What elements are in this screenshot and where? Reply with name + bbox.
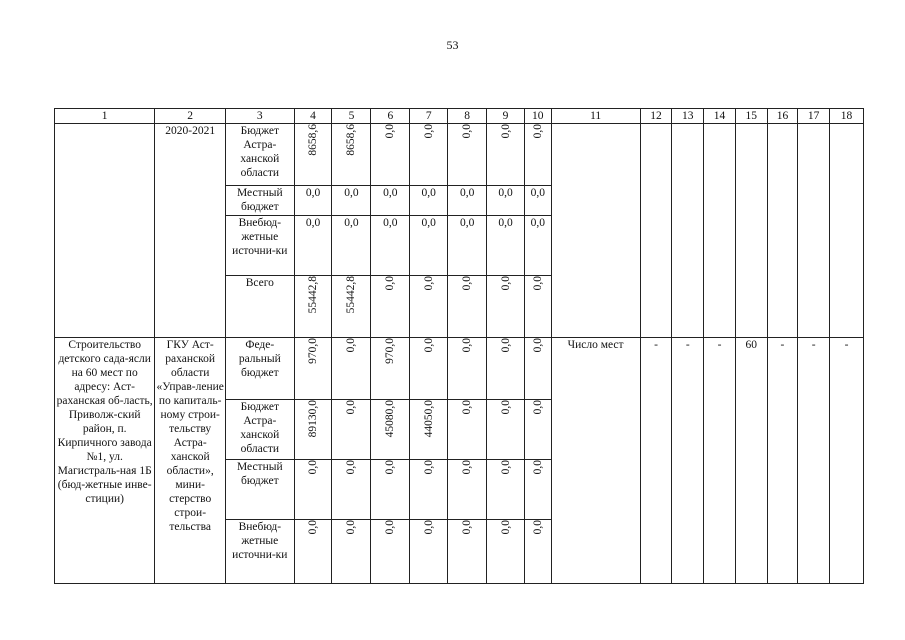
vertical-value: 0,0 [422, 460, 435, 475]
vertical-value: 0,0 [384, 124, 397, 139]
column-header: 6 [371, 109, 410, 124]
value-cell [371, 338, 410, 400]
indicator-value: - [830, 338, 864, 584]
vertical-value: 0,0 [531, 400, 544, 415]
value-cell: 0,0 [524, 216, 551, 276]
value-cell [524, 276, 551, 338]
value-cell [448, 520, 487, 584]
vertical-value: 0,0 [461, 124, 474, 139]
vertical-value: 0,0 [384, 460, 397, 475]
indicator-empty-cell [735, 124, 767, 338]
value-cell: 0,0 [410, 186, 448, 216]
vertical-value: 0,0 [345, 400, 358, 415]
object-cell-empty [55, 124, 155, 338]
value-cell [448, 400, 487, 460]
vertical-value: 0,0 [531, 520, 544, 535]
value-cell [410, 124, 448, 186]
column-header: 15 [735, 109, 767, 124]
indicator-name: Число мест [551, 338, 640, 584]
vertical-value: 55442,8 [307, 276, 320, 314]
funding-source: Бюджет Астра-ханской области [226, 124, 295, 186]
column-header: 18 [830, 109, 864, 124]
value-cell [410, 400, 448, 460]
value-cell [448, 124, 487, 186]
value-cell [524, 338, 551, 400]
column-header: 11 [551, 109, 640, 124]
page-number: 53 [446, 38, 459, 52]
vertical-value: 0,0 [345, 460, 358, 475]
funding-source: Местный бюджет [226, 460, 295, 520]
value-cell [487, 520, 525, 584]
vertical-value: 0,0 [499, 520, 512, 535]
indicator-empty-cell [830, 124, 864, 338]
column-header: 10 [524, 109, 551, 124]
vertical-value: 44050,0 [422, 400, 435, 438]
column-header: 4 [294, 109, 332, 124]
vertical-value: 0,0 [384, 520, 397, 535]
value-cell [524, 400, 551, 460]
value-cell [487, 400, 525, 460]
value-cell: 0,0 [294, 186, 332, 216]
vertical-value: 970,0 [384, 338, 397, 364]
vertical-value: 0,0 [531, 124, 544, 139]
value-cell: 0,0 [294, 216, 332, 276]
indicator-empty-cell [672, 124, 704, 338]
value-cell [332, 400, 371, 460]
value-cell: 0,0 [448, 186, 487, 216]
table-body [55, 109, 864, 584]
indicator-value: - [672, 338, 704, 584]
funding-source: Внебюд-жетные источни-ки [226, 520, 295, 584]
vertical-value: 0,0 [531, 276, 544, 291]
value-cell [294, 520, 332, 584]
column-header: 16 [767, 109, 798, 124]
value-cell [371, 400, 410, 460]
value-cell: 0,0 [487, 186, 525, 216]
indicator-value: - [640, 338, 672, 584]
indicator-empty-cell [640, 124, 672, 338]
vertical-value: 8658,6 [345, 124, 358, 156]
indicator-empty-cell [551, 124, 640, 338]
indicator-value: 60 [735, 338, 767, 584]
object-description: Строительство детского сада-ясли на 60 мест по адресу: Аст-раханская об-ласть, Приволж-ский район, п. Кирпичного завода №1, ул. Магистраль-ная 1Б (бюд-жетные инве-стиции) [55, 338, 155, 584]
value-cell [487, 276, 525, 338]
value-cell [332, 124, 371, 186]
column-header: 2 [155, 109, 226, 124]
vertical-value: 89130,0 [307, 400, 320, 438]
vertical-value: 8658,6 [307, 124, 320, 156]
funding-source: Внебюд-жетные источни-ки [226, 216, 295, 276]
value-cell [371, 276, 410, 338]
value-cell [448, 276, 487, 338]
indicator-value: - [767, 338, 798, 584]
column-header: 5 [332, 109, 371, 124]
vertical-value: 0,0 [499, 276, 512, 291]
vertical-value: 0,0 [499, 400, 512, 415]
column-header: 8 [448, 109, 487, 124]
value-cell [524, 460, 551, 520]
indicator-value: - [798, 338, 830, 584]
vertical-value: 0,0 [499, 460, 512, 475]
vertical-value: 55442,8 [345, 276, 358, 314]
funding-source: Всего [226, 276, 295, 338]
value-cell [487, 124, 525, 186]
funding-source: Феде-ральный бюджет [226, 338, 295, 400]
value-cell [410, 460, 448, 520]
vertical-value: 0,0 [307, 520, 320, 535]
vertical-value: 45080,0 [384, 400, 397, 438]
value-cell [371, 124, 410, 186]
vertical-value: 970,0 [307, 338, 320, 364]
vertical-value: 0,0 [422, 520, 435, 535]
budget-table [54, 108, 864, 584]
value-cell [332, 276, 371, 338]
value-cell: 0,0 [487, 216, 525, 276]
vertical-value: 0,0 [461, 520, 474, 535]
value-cell [332, 520, 371, 584]
table-row [55, 338, 864, 400]
column-header: 7 [410, 109, 448, 124]
column-header: 14 [704, 109, 736, 124]
vertical-value: 0,0 [461, 400, 474, 415]
value-cell [332, 338, 371, 400]
vertical-value: 0,0 [345, 338, 358, 353]
funding-source: Местный бюджет [226, 186, 295, 216]
value-cell: 0,0 [371, 186, 410, 216]
value-cell [410, 276, 448, 338]
value-cell: 0,0 [448, 216, 487, 276]
indicator-empty-cell [767, 124, 798, 338]
value-cell [294, 460, 332, 520]
value-cell [448, 338, 487, 400]
vertical-value: 0,0 [499, 338, 512, 353]
vertical-value: 0,0 [499, 124, 512, 139]
vertical-value: 0,0 [422, 276, 435, 291]
value-cell [524, 520, 551, 584]
value-cell: 0,0 [332, 216, 371, 276]
column-header: 12 [640, 109, 672, 124]
value-cell [294, 124, 332, 186]
vertical-value: 0,0 [531, 460, 544, 475]
vertical-value: 0,0 [384, 276, 397, 291]
funding-source: Бюджет Астра-ханской области [226, 400, 295, 460]
column-header: 3 [226, 109, 295, 124]
value-cell [294, 276, 332, 338]
value-cell [332, 460, 371, 520]
value-cell [371, 520, 410, 584]
indicator-empty-cell [704, 124, 736, 338]
value-cell [524, 124, 551, 186]
header-row [55, 109, 864, 124]
indicator-value: - [704, 338, 736, 584]
vertical-value: 0,0 [422, 338, 435, 353]
value-cell [448, 460, 487, 520]
value-cell: 0,0 [371, 216, 410, 276]
vertical-value: 0,0 [461, 338, 474, 353]
column-header: 9 [487, 109, 525, 124]
value-cell [487, 460, 525, 520]
vertical-value: 0,0 [307, 460, 320, 475]
value-cell: 0,0 [524, 186, 551, 216]
indicator-empty-cell [798, 124, 830, 338]
executor-cell: ГКУ Аст-раханской области «Управ-ление по капиталь-ному строи-тельству Астра-ханской области», мини-стерство строи-тельства [155, 338, 226, 584]
vertical-value: 0,0 [461, 460, 474, 475]
vertical-value: 0,0 [461, 276, 474, 291]
period-cell: 2020-2021 [155, 124, 226, 338]
table-row [55, 124, 864, 186]
vertical-value: 0,0 [345, 520, 358, 535]
value-cell: 0,0 [332, 186, 371, 216]
vertical-value: 0,0 [531, 338, 544, 353]
value-cell [487, 338, 525, 400]
value-cell: 0,0 [410, 216, 448, 276]
value-cell [371, 460, 410, 520]
value-cell [410, 338, 448, 400]
vertical-value: 0,0 [422, 124, 435, 139]
column-header: 13 [672, 109, 704, 124]
value-cell [294, 400, 332, 460]
column-header: 17 [798, 109, 830, 124]
value-cell [410, 520, 448, 584]
column-header: 1 [55, 109, 155, 124]
value-cell [294, 338, 332, 400]
